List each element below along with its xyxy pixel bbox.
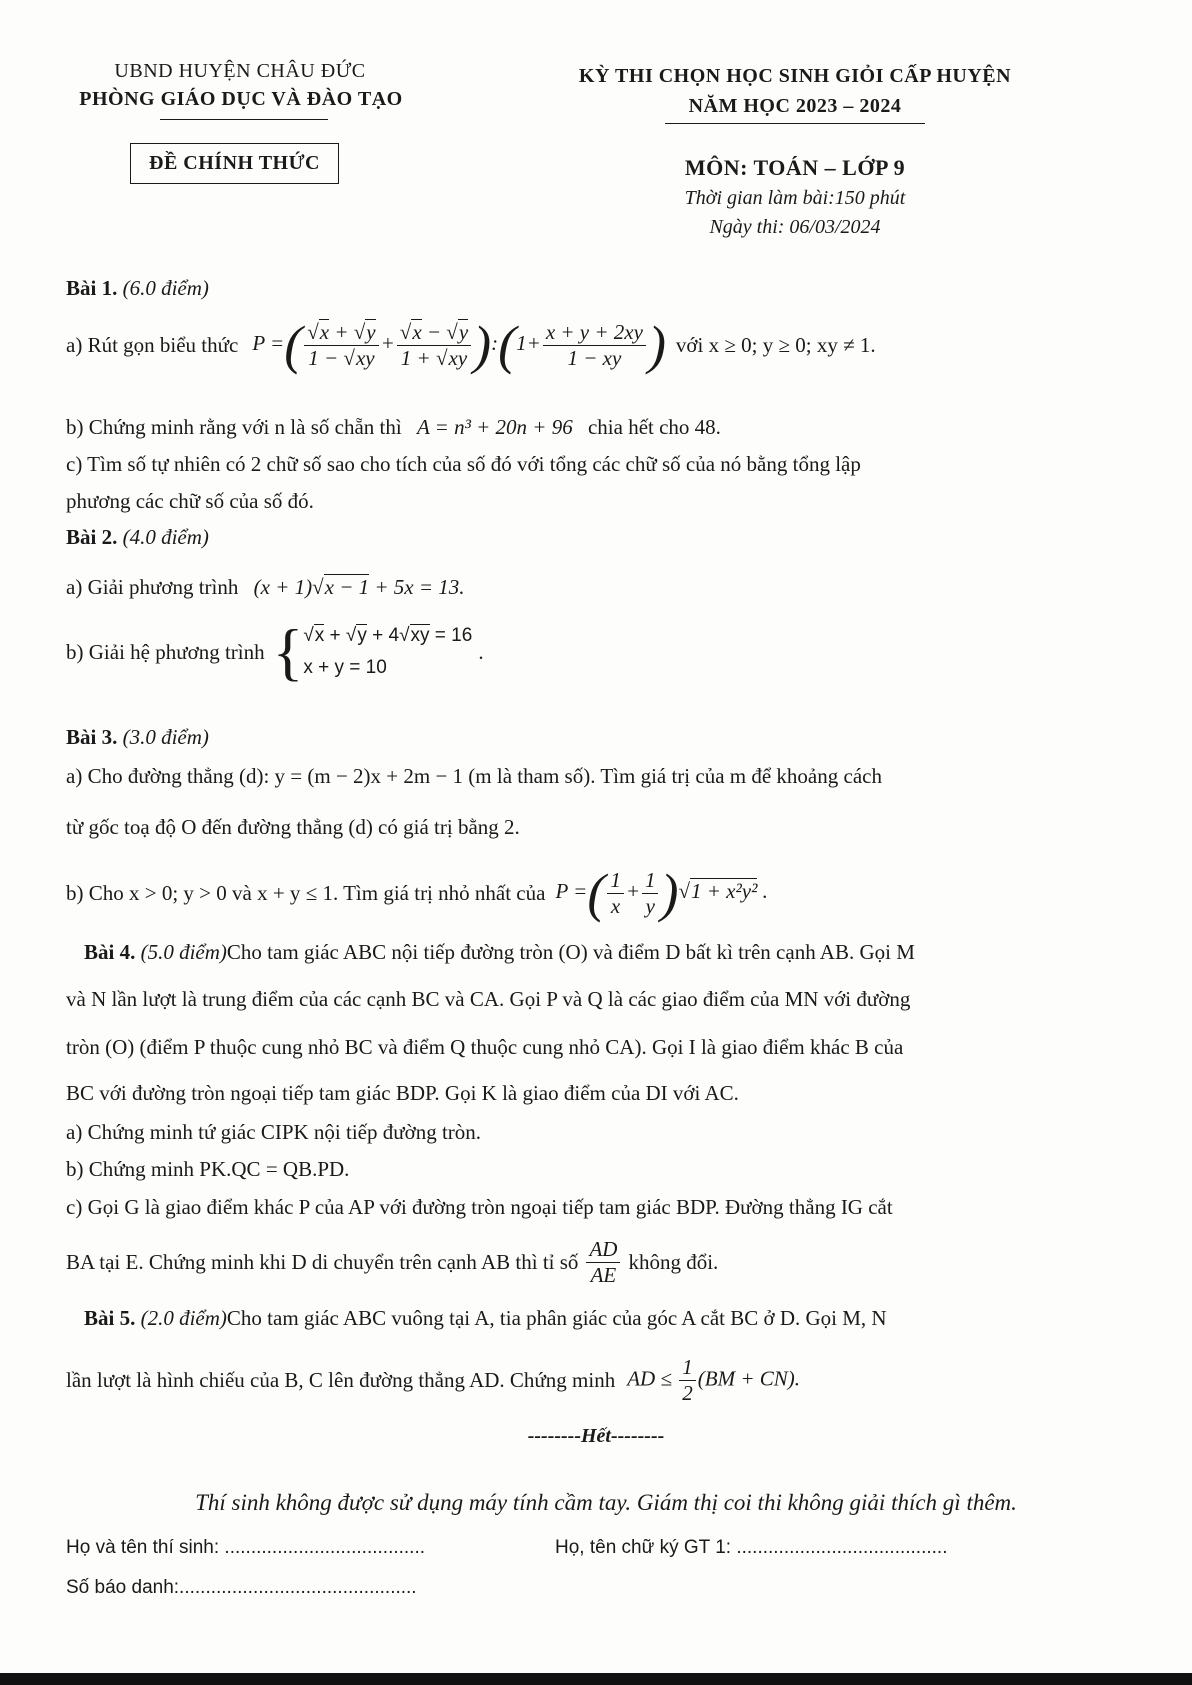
bai4-c-line2-post: không đổi. (628, 1250, 719, 1274)
candidate-number-field: Số báo danh:............................................. (66, 1577, 417, 1598)
bai2-b-system (303, 620, 472, 685)
bai2-b-eq2: x + y = 10 (303, 657, 387, 679)
header-underline-right (665, 123, 925, 124)
bai1-b-tail: chia hết cho 48. (587, 415, 721, 439)
bai4-line1-text: Cho tam giác ABC nội tiếp đường tròn (O) và điểm D bất kì trên cạnh AB. Gọi M (226, 940, 915, 964)
bai2-a-equation: (x + 1)√x − 1 + 5x = 13. (253, 575, 465, 599)
bai1-a-text: a) Rút gọn biểu thức (66, 332, 239, 357)
bai1-b-text: b) Chứng minh rằng với n là số chẵn thì (66, 415, 402, 439)
bai4-c-line2 (66, 1237, 718, 1288)
bai3-title: Bài 3. (66, 725, 118, 749)
bai3-b-expression: P =( $\frac{1}{x}$ + $\frac{1}{y}$ )√1 + x²y² . (555, 863, 768, 923)
bai3-a-line1: a) Cho đường thẳng (d): y = (m − 2)x + 2m − 1 (m là tham số). Tìm giá trị của m để khoảng cách (66, 764, 882, 788)
bai1-points: (6.0 điểm) (122, 276, 209, 300)
dept-line2: PHÒNG GIÁO DỤC VÀ ĐÀO TẠO (79, 88, 403, 110)
bai1-c-line1: c) Tìm số tự nhiên có 2 chữ số sao cho tích của số đó với tổng các chữ số của nó bằng tổng lập (66, 452, 861, 476)
dept-line1: UBND HUYỆN CHÂU ĐỨC (114, 60, 366, 82)
end-mark: --------Hết-------- (527, 1425, 665, 1447)
bai5-line2 (66, 1355, 800, 1406)
bai4-title: Bài 4. (84, 940, 136, 964)
bai3-b (66, 863, 768, 923)
bai5-points: (2.0 điểm) (140, 1306, 227, 1330)
bai2-a-text: a) Giải phương trình (66, 575, 239, 599)
exam-date: Ngày thi: 06/03/2024 (709, 216, 881, 238)
bai4-c-line1: c) Gọi G là giao điểm khác P của AP với đường tròn ngoại tiếp tam giác BDP. Đường thẳng IG cắt (66, 1195, 893, 1219)
bai5-line2-text: lần lượt là hình chiếu của B, C lên đường thẳng AD. Chứng minh (66, 1368, 616, 1392)
bai1-a-condition: với x ≥ 0; y ≥ 0; xy ≠ 1. (675, 332, 876, 357)
bai4-c-line2-pre: BA tại E. Chứng minh khi D di chuyển trên cạnh AB thì tỉ số (66, 1250, 579, 1274)
bai3-points: (3.0 điểm) (122, 725, 209, 749)
bai3-a-line2: từ gốc toạ độ O đến đường thẳng (d) có giá trị bằng 2. (66, 815, 520, 839)
bai3-b-text: b) Cho x > 0; y > 0 và x + y ≤ 1. Tìm giá trị nhỏ nhất của (66, 880, 546, 905)
bai2-b-period: . (478, 639, 484, 664)
bai5-line1-text: Cho tam giác ABC vuông tại A, tia phân giác của góc A cắt BC ở D. Gọi M, N (226, 1306, 887, 1330)
bai4-line4: BC với đường tròn ngoại tiếp tam giác BDP. Gọi K là giao điểm của DI với AC. (66, 1081, 739, 1105)
exam-duration: Thời gian làm bài:150 phút (684, 187, 906, 209)
bai4-line1 (84, 940, 915, 965)
exam-title: KỲ THI CHỌN HỌC SINH GIỎI CẤP HUYỆN (578, 65, 1012, 87)
bai5-inequality: AD ≤ $\frac{1}{2}$ (BM + CN). (627, 1355, 800, 1405)
bai4-line3: tròn (O) (điểm P thuộc cung nhỏ BC và điểm Q thuộc cung nhỏ CA). Gọi I là giao điểm khác B của (66, 1035, 904, 1059)
bai1-a-expression: P =( $\frac{√x + √y}{1 - √xy}$ + $\frac{√x - √y}{1 + √xy}$ ):(1+ $\frac{x + y + 2xy}{1 - xy}$ ) (252, 315, 666, 375)
bai2-b-text: b) Giải hệ phương trình (66, 639, 265, 664)
bai1-b-math: A = n³ + 20n + 96 (416, 415, 573, 439)
bai2-title: Bài 2. (66, 525, 118, 549)
bai2-b-eq1: √x + √y + 4√xy = 16 (303, 625, 473, 646)
subject-title: MÔN: TOÁN – LỚP 9 (684, 155, 906, 180)
bai2-heading (66, 525, 209, 550)
bai1-c-line2: phương các chữ số của số đó. (66, 489, 314, 513)
bai1-b (66, 415, 721, 440)
school-year: NĂM HỌC 2023 – 2024 (688, 95, 902, 117)
system-brace: { (272, 616, 304, 688)
bai1-title: Bài 1. (66, 276, 118, 300)
bai2-b (66, 616, 484, 688)
supervisor-field: Họ, tên chữ ký GT 1: ........................................ (555, 1537, 948, 1558)
bai3-heading (66, 725, 209, 750)
bai1-heading (66, 276, 209, 301)
scan-bottom-edge (0, 1673, 1192, 1685)
ratio-ad-ae: $\frac{AD}{AE}$ (586, 1237, 620, 1288)
bai4-points: (5.0 điểm) (140, 940, 227, 964)
bai5-line1 (84, 1306, 887, 1331)
official-badge: ĐỀ CHÍNH THỨC (130, 143, 339, 184)
bai2-points: (4.0 điểm) (122, 525, 209, 549)
bai2-a (66, 575, 465, 600)
bai4-line2: và N lần lượt là trung điểm của các cạnh BC và CA. Gọi P và Q là các giao điểm của MN với đường (66, 987, 911, 1011)
bai1-a (66, 315, 876, 375)
bai5-title: Bài 5. (84, 1306, 136, 1330)
bai4-a: a) Chứng minh tứ giác CIPK nội tiếp đường tròn. (66, 1120, 482, 1144)
bai4-b: b) Chứng minh PK.QC = QB.PD. (66, 1157, 350, 1181)
header-underline-left (160, 119, 328, 120)
footer-note: Thí sinh không được sử dụng máy tính cầm tay. Giám thị coi thi không giải thích gì thêm. (195, 1490, 1017, 1515)
candidate-name-field: Họ và tên thí sinh: ...................................... (66, 1537, 426, 1558)
